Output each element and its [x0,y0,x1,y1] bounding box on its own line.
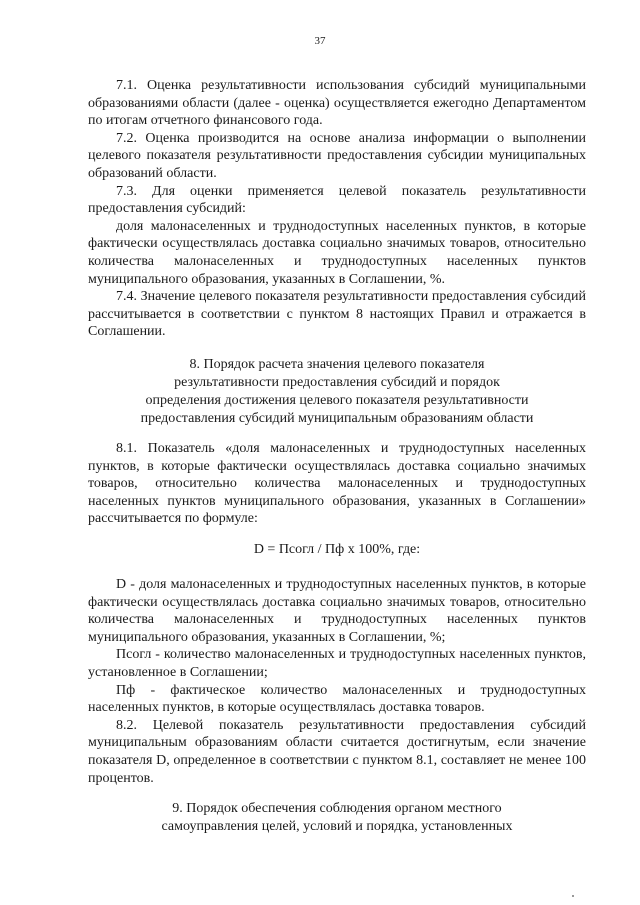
section-8-heading-line: предоставления субсидий муниципальным образованиям области [140,411,534,426]
paragraph-7-4: 7.4. Значение целевого показателя результативности предоставления субсидий рассчитывается в соответствии с пунктом 8 настоящих Правил и отражается в Соглашении. [88,289,586,340]
definition-psogl: Псогл - количество малонаселенных и труднодоступных населенных пунктов, установленное в Соглашении; [88,647,586,680]
section-8-intro [88,440,586,528]
section-7-text [88,77,586,341]
formula-block [88,542,586,558]
paragraph-8-1: 8.1. Показатель «доля малонаселенных и труднодоступных населенных пунктов, в которые фактически осуществлялась доставка социально значимых товаров, относительно количества малонаселенных и труднодоступных населенных пунктов муниципального образования, указанных в Соглашении» рассчитывается по формуле: [88,441,586,527]
section-8-heading [88,356,586,428]
paragraph-8-2: 8.2. Целевой показатель результативности предоставления субсидий муниципальным образованиям области считается достигнутым, если значение показателя D, определенное в соответствии с пунктом 8.1, составляет не менее 100 процентов. [88,717,586,786]
section-8-heading-line: определения достижения целевого показателя результативности [145,393,529,408]
paragraph-7-3: 7.3. Для оценки применяется целевой показатель результативности предоставления субсидий: [88,183,586,217]
section-8-heading-line: результативности предоставления субсидий и порядок [174,375,500,390]
section-9-heading-line: 9. Порядок обеспечения соблюдения органом местного [172,801,502,816]
page-number: 37 [314,35,326,47]
paragraph-indicator-definition: доля малонаселенных и труднодоступных населенных пунктов, в которые фактически осуществлялась доставка социально значимых товаров, относительно количества малонаселенных и труднодоступных населенных пунктов муниципального образования, указанных в Соглашении, %. [88,218,586,287]
paragraph-7-2: 7.2. Оценка производится на основе анализа информации о выполнении целевого показателя результативности предоставления субсидии муниципальных образований области. [88,130,586,181]
section-9-heading [88,800,586,836]
formula: D = Псогл / Пф x 100%, где: [253,542,421,557]
definition-pf: Пф - фактическое количество малонаселенных и труднодоступных населенных пунктов, в которые осуществлялась доставка товаров. [88,682,586,716]
section-9-heading-line: самоуправления целей, условий и порядка, установленных [161,819,513,834]
section-8-definitions [88,576,586,787]
scan-speck [572,895,574,897]
section-8-heading-line: 8. Порядок расчета значения целевого показателя [189,357,485,372]
paragraph-7-1: 7.1. Оценка результативности использования субсидий муниципальными образованиями области (далее - оценка) осуществляется ежегодно Департаментом по итогам отчетного финансового года. [88,78,586,129]
definition-d: D - доля малонаселенных и труднодоступных населенных пунктов, в которые фактически осуществлялась доставка социально значимых товаров, относительно количества малонаселенных и труднодоступных населенных пунктов муниципального образования, указанных в Соглашении, %; [88,577,586,645]
